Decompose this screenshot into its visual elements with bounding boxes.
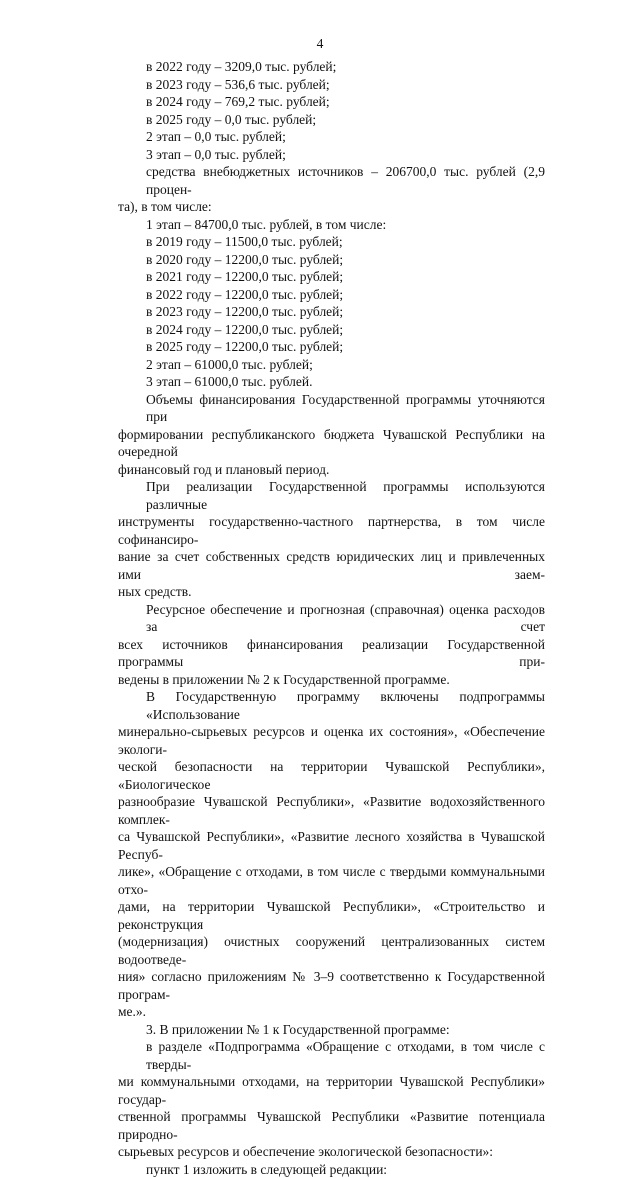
text-line: формировании республиканского бюджета Чувашской Республики на очередной <box>118 426 545 461</box>
text-line: инструменты государственно-частного партнерства, в том числе софинансиро- <box>118 513 545 548</box>
text-line: Ресурсное обеспечение и прогнозная (справочная) оценка расходов за счет <box>118 601 545 636</box>
text-line: В Государственную программу включены подпрограммы «Использование <box>118 688 545 723</box>
text-line: в 2023 году – 536,6 тыс. рублей; <box>118 76 545 94</box>
text-line: в 2020 году – 12200,0 тыс. рублей; <box>118 251 545 269</box>
text-line: ми коммунальными отходами, на территории Чувашской Республики» государ- <box>118 1073 545 1108</box>
text-line: При реализации Государственной программы используются различные <box>118 478 545 513</box>
text-line: ведены в приложении № 2 к Государственной программе. <box>118 671 545 689</box>
text-line: в 2019 году – 11500,0 тыс. рублей; <box>118 233 545 251</box>
text-line: са Чувашской Республики», «Развитие лесного хозяйства в Чувашской Респуб- <box>118 828 545 863</box>
text-line: в 2022 году – 3209,0 тыс. рублей; <box>118 58 545 76</box>
page-number: 4 <box>0 36 640 52</box>
text-line: ческой безопасности на территории Чувашской Республики», «Биологическое <box>118 758 545 793</box>
text-line: Объемы финансирования Государственной программы уточняются при <box>118 391 545 426</box>
text-line: в 2025 году – 0,0 тыс. рублей; <box>118 111 545 129</box>
text-line: вание за счет собственных средств юридических лиц и привлеченных ими заем- <box>118 548 545 583</box>
text-line: ных средств. <box>118 583 545 601</box>
text-line: в разделе «Подпрограмма «Обращение с отходами, в том числе с тверды- <box>118 1038 545 1073</box>
text-line: в 2024 году – 769,2 тыс. рублей; <box>118 93 545 111</box>
text-line: 2 этап – 61000,0 тыс. рублей; <box>118 356 545 374</box>
text-line: 2 этап – 0,0 тыс. рублей; <box>118 128 545 146</box>
text-line: ния» согласно приложениям № 3–9 соответственно к Государственной програм- <box>118 968 545 1003</box>
text-line: лике», «Обращение с отходами, в том числе с твердыми коммунальными отхо- <box>118 863 545 898</box>
text-line: средства внебюджетных источников – 206700,0 тыс. рублей (2,9 процен- <box>118 163 545 198</box>
text-line: ме.». <box>118 1003 545 1021</box>
text-line: в 2021 году – 12200,0 тыс. рублей; <box>118 268 545 286</box>
text-line: 1 этап – 84700,0 тыс. рублей, в том числе: <box>118 216 545 234</box>
text-line: дами, на территории Чувашской Республики», «Строительство и реконструкция <box>118 898 545 933</box>
text-line: 3 этап – 61000,0 тыс. рублей. <box>118 373 545 391</box>
text-line: 3 этап – 0,0 тыс. рублей; <box>118 146 545 164</box>
text-line: в 2023 году – 12200,0 тыс. рублей; <box>118 303 545 321</box>
document-body <box>118 58 545 1178</box>
text-line: пункт 1 изложить в следующей редакции: <box>118 1161 545 1178</box>
text-line: финансовый год и плановый период. <box>118 461 545 479</box>
text-line: (модернизация) очистных сооружений централизованных систем водоотведе- <box>118 933 545 968</box>
text-line: ственной программы Чувашской Республики «Развитие потенциала природно- <box>118 1108 545 1143</box>
text-line: в 2024 году – 12200,0 тыс. рублей; <box>118 321 545 339</box>
text-line: в 2022 году – 12200,0 тыс. рублей; <box>118 286 545 304</box>
text-line: сырьевых ресурсов и обеспечение экологической безопасности»: <box>118 1143 545 1161</box>
text-line: в 2025 году – 12200,0 тыс. рублей; <box>118 338 545 356</box>
text-line: та), в том числе: <box>118 198 545 216</box>
text-line: 3. В приложении № 1 к Государственной программе: <box>118 1021 545 1039</box>
text-line: минерально-сырьевых ресурсов и оценка их состояния», «Обеспечение экологи- <box>118 723 545 758</box>
text-line: всех источников финансирования реализации Государственной программы при- <box>118 636 545 671</box>
text-line: разнообразие Чувашской Республики», «Развитие водохозяйственного комплек- <box>118 793 545 828</box>
